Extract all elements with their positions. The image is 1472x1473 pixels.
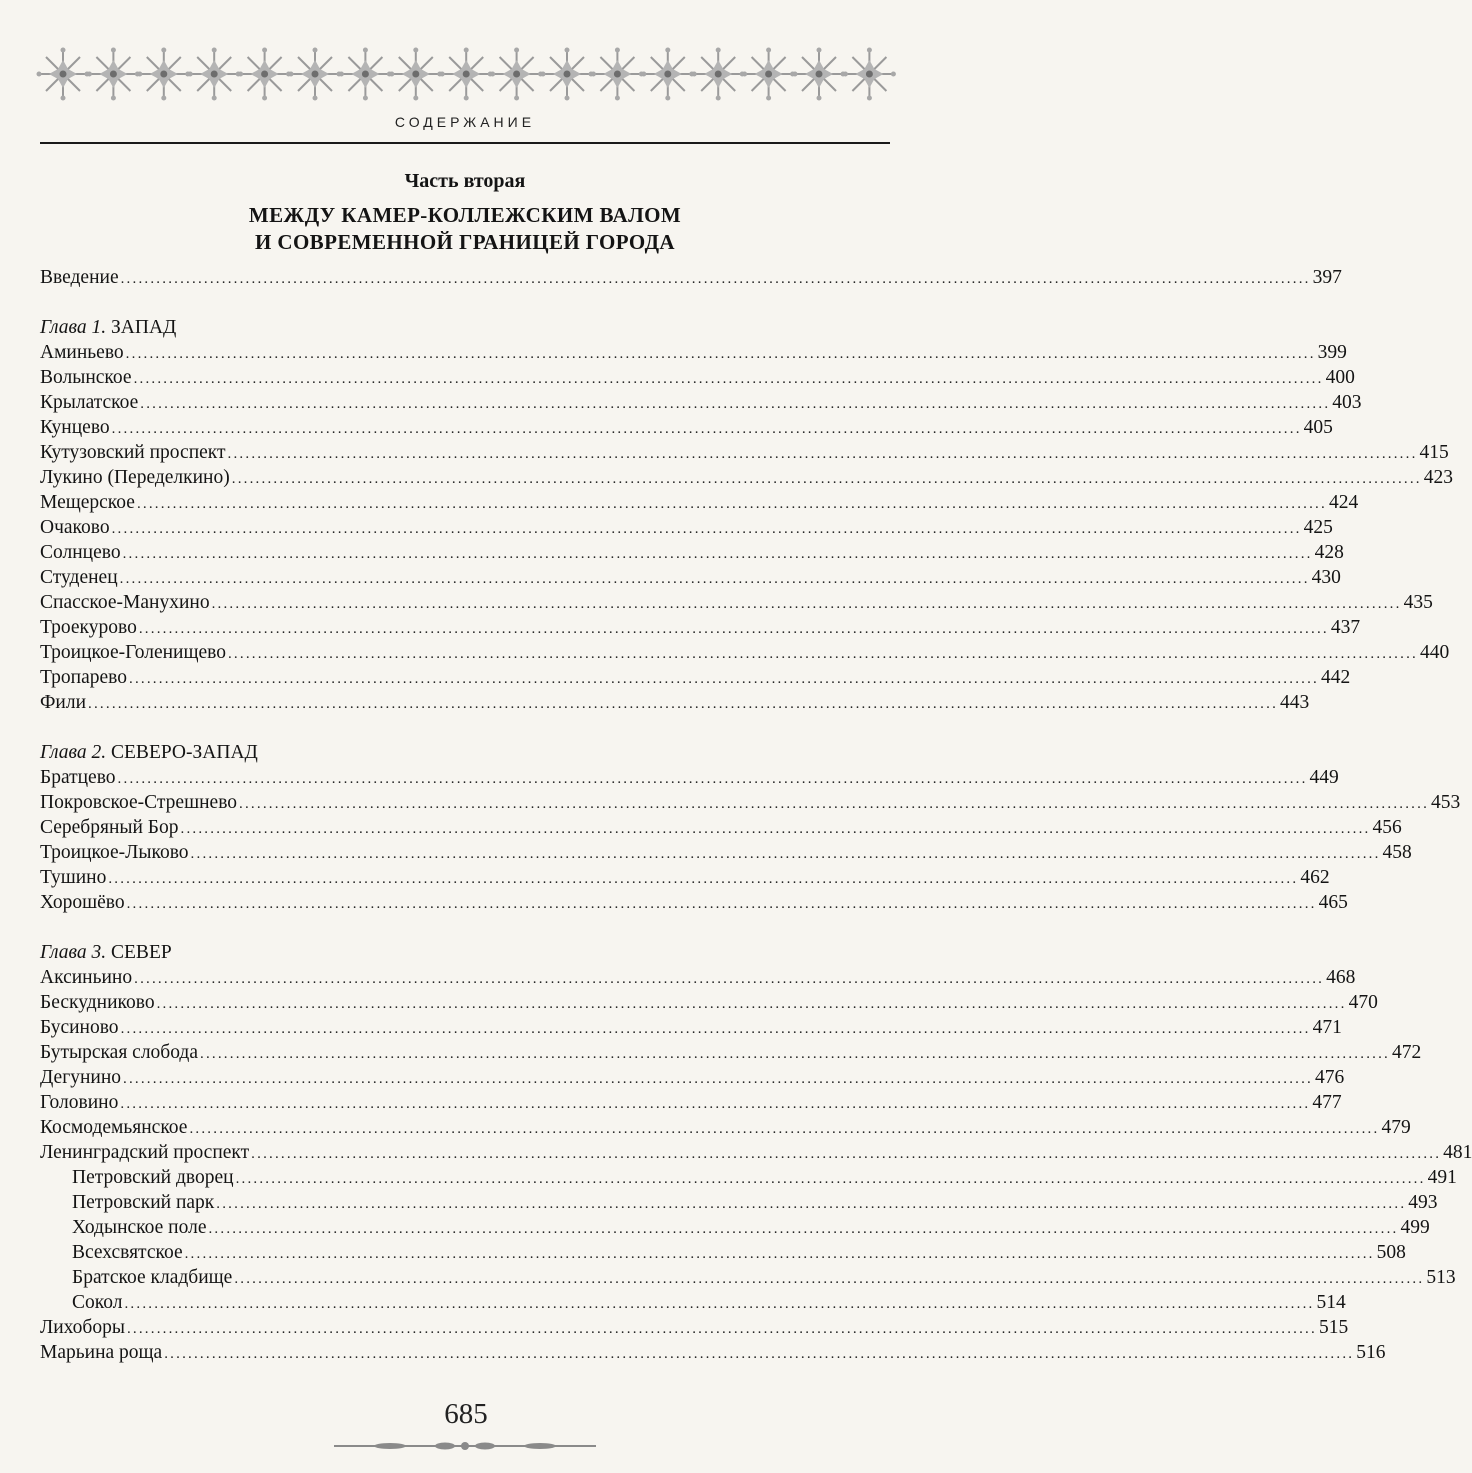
toc-entry-label: Кутузовский проспект bbox=[40, 442, 226, 463]
footer-ornament bbox=[330, 1438, 600, 1454]
spacer bbox=[40, 290, 892, 315]
toc-entry bbox=[40, 690, 1310, 715]
chapter-prefix: Глава 2. bbox=[40, 742, 107, 763]
toc-entry-label: Серебряный Бор bbox=[40, 817, 179, 838]
chapter-heading bbox=[40, 740, 892, 765]
toc-entry bbox=[40, 1090, 1342, 1115]
toc-entry bbox=[40, 890, 1348, 915]
chapter-title: СЕВЕРО-ЗАПАД bbox=[111, 742, 258, 763]
chapter-title: ЗАПАД bbox=[111, 317, 177, 338]
dot-leader: ........................................................................................................................................................................................................ bbox=[126, 1321, 1317, 1337]
spacer bbox=[40, 715, 892, 740]
chapter-heading bbox=[40, 940, 892, 965]
toc-entry-page: 462 bbox=[1300, 867, 1330, 888]
toc-entry bbox=[40, 790, 1461, 815]
toc-entry bbox=[40, 1265, 1456, 1290]
dot-leader: ........................................................................................................................................................................................................ bbox=[189, 1121, 1380, 1137]
toc-entry-label: Бутырская слобода bbox=[40, 1042, 198, 1063]
dot-leader: ........................................................................................................................................................................................................ bbox=[133, 371, 1324, 387]
dot-leader: ........................................................................................................................................................................................................ bbox=[120, 271, 1311, 287]
dot-leader: ........................................................................................................................................................................................................ bbox=[119, 571, 1310, 587]
dot-leader: ........................................................................................................................................................................................................ bbox=[251, 1146, 1442, 1162]
toc-entry-label: Всехсвятское bbox=[72, 1242, 183, 1263]
toc-entry-label: Солнцево bbox=[40, 542, 121, 563]
dot-leader: ........................................................................................................................................................................................................ bbox=[216, 1196, 1407, 1212]
chapter-heading bbox=[40, 315, 892, 340]
dot-leader: ........................................................................................................................................................................................................ bbox=[108, 871, 1299, 887]
dot-leader: ........................................................................................................................................................................................................ bbox=[180, 821, 1371, 837]
toc-entry-page: 397 bbox=[1312, 267, 1342, 288]
toc-entry-page: 491 bbox=[1427, 1167, 1457, 1188]
spacer bbox=[40, 915, 892, 940]
toc-entry-label: Лукино (Переделкино) bbox=[40, 467, 230, 488]
chapter-title: СЕВЕР bbox=[111, 942, 172, 963]
toc-entry-page: 437 bbox=[1330, 617, 1361, 638]
page-number: 685 bbox=[444, 1398, 488, 1430]
toc-entry-page: 516 bbox=[1356, 1342, 1386, 1363]
toc-entry bbox=[40, 1015, 1342, 1040]
toc-entry bbox=[40, 865, 1330, 890]
dot-leader: ........................................................................................................................................................................................................ bbox=[88, 696, 1279, 712]
section-title-line-2: И СОВРЕМЕННОЙ ГРАНИЦЕЙ ГОРОДА bbox=[255, 230, 675, 254]
toc-entry bbox=[40, 1140, 1472, 1165]
dot-leader: ........................................................................................................................................................................................................ bbox=[231, 471, 1422, 487]
toc-entry bbox=[40, 665, 1351, 690]
toc-entry-page: 423 bbox=[1423, 467, 1453, 488]
toc-entry-page: 405 bbox=[1303, 417, 1333, 438]
dot-leader: ........................................................................................................................................................................................................ bbox=[129, 671, 1319, 687]
dot-leader: ........................................................................................................................................................................................................ bbox=[111, 421, 1302, 437]
part-title: Часть вторая bbox=[404, 170, 526, 192]
toc-entry-page: 399 bbox=[1317, 342, 1347, 363]
toc-entry-label: Введение bbox=[40, 267, 119, 288]
toc-entry bbox=[40, 1190, 1438, 1215]
toc-entry bbox=[40, 490, 1359, 515]
toc-entry-label: Бескудниково bbox=[40, 992, 155, 1013]
toc-entry-page: 465 bbox=[1318, 892, 1348, 913]
toc-entry-label: Тропарево bbox=[40, 667, 127, 688]
toc-entry-page: 435 bbox=[1403, 592, 1433, 613]
dot-leader: ........................................................................................................................................................................................................ bbox=[227, 446, 1418, 462]
dot-leader: ........................................................................................................................................................................................................ bbox=[124, 1296, 1315, 1312]
toc-entry-page: 477 bbox=[1312, 1092, 1342, 1113]
toc-entry-page: 470 bbox=[1348, 992, 1378, 1013]
dot-leader: ........................................................................................................................................................................................................ bbox=[190, 846, 1381, 862]
toc-entry-label: Дегунино bbox=[40, 1067, 121, 1088]
toc-entry-label: Троекурово bbox=[40, 617, 137, 638]
toc-entry-page: 449 bbox=[1309, 767, 1339, 788]
toc-entry bbox=[40, 415, 1333, 440]
toc-entry bbox=[40, 365, 1355, 390]
toc-entry-label: Спасское-Манухино bbox=[40, 592, 210, 613]
toc-entry-page: 424 bbox=[1328, 492, 1359, 513]
toc-entry-page: 499 bbox=[1400, 1217, 1430, 1238]
toc-entry bbox=[40, 1165, 1457, 1190]
toc-entry bbox=[40, 1115, 1411, 1140]
toc-entry-label: Хорошёво bbox=[40, 892, 125, 913]
toc-entry bbox=[40, 1340, 1386, 1365]
toc-entry bbox=[40, 1240, 1406, 1265]
toc-entry bbox=[40, 590, 1433, 615]
toc-entry-label: Мещерское bbox=[40, 492, 135, 513]
toc-entry-label: Волынское bbox=[40, 367, 132, 388]
toc-entry bbox=[40, 465, 1453, 490]
toc-entry-label: Бусиново bbox=[40, 1017, 119, 1038]
toc-entry-page: 458 bbox=[1382, 842, 1412, 863]
dot-leader: ........................................................................................................................................................................................................ bbox=[235, 1171, 1426, 1187]
dot-leader: ........................................................................................................................................................................................................ bbox=[134, 971, 1325, 987]
toc-entry-label: Ленинградский проспект bbox=[40, 1142, 250, 1163]
toc-entry-page: 493 bbox=[1408, 1192, 1438, 1213]
toc-entry bbox=[40, 565, 1341, 590]
toc-entry-label: Аминьево bbox=[40, 342, 124, 363]
toc-entry bbox=[40, 1215, 1430, 1240]
toc-entry-label: Петровский дворец bbox=[72, 1167, 234, 1188]
toc-entry-page: 453 bbox=[1431, 792, 1461, 813]
toc-entry-page: 471 bbox=[1312, 1017, 1342, 1038]
toc-entry-page: 430 bbox=[1311, 567, 1341, 588]
toc-entry-label: Петровский парк bbox=[72, 1192, 215, 1213]
dot-leader: ........................................................................................................................................................................................................ bbox=[208, 1221, 1399, 1237]
toc-entry-label: Сокол bbox=[72, 1292, 123, 1313]
toc-entry-page: 479 bbox=[1381, 1117, 1411, 1138]
dot-leader: ........................................................................................................................................................................................................ bbox=[120, 1021, 1311, 1037]
decorative-ornament-band bbox=[38, 38, 894, 110]
toc-entry-label: Братцево bbox=[40, 767, 116, 788]
toc-entry-page: 513 bbox=[1426, 1267, 1456, 1288]
toc-entry-page: 440 bbox=[1419, 642, 1450, 663]
toc-entry-page: 468 bbox=[1326, 967, 1356, 988]
toc-entry bbox=[40, 1315, 1349, 1340]
toc-entry-intro bbox=[40, 265, 1342, 290]
dot-leader: ........................................................................................................................................................................................................ bbox=[239, 796, 1430, 812]
toc-entry bbox=[40, 340, 1347, 365]
toc-entry bbox=[40, 815, 1402, 840]
toc-entry bbox=[40, 440, 1449, 465]
toc-entry-label: Очаково bbox=[40, 517, 110, 538]
toc-entry-label: Троицкое-Лыково bbox=[40, 842, 189, 863]
dot-leader: ........................................................................................................................................................................................................ bbox=[156, 996, 1347, 1012]
toc-entry-page: 415 bbox=[1419, 442, 1449, 463]
toc-entry-page: 425 bbox=[1303, 517, 1333, 538]
toc-entry-label: Лихоборы bbox=[40, 1317, 125, 1338]
toc-entry-page: 515 bbox=[1318, 1317, 1349, 1338]
table-of-contents bbox=[40, 265, 1472, 1365]
toc-entry-page: 442 bbox=[1321, 667, 1351, 688]
dot-leader: ........................................................................................................................................................................................................ bbox=[125, 346, 1316, 362]
section-title bbox=[40, 202, 890, 256]
toc-entry-label: Кунцево bbox=[40, 417, 110, 438]
dot-leader: ........................................................................................................................................................................................................ bbox=[136, 496, 1327, 512]
dot-leader: ........................................................................................................................................................................................................ bbox=[140, 396, 1331, 412]
toc-entry-label: Братское кладбище bbox=[72, 1267, 233, 1288]
toc-entry-label: Тушино bbox=[40, 867, 107, 888]
toc-entry bbox=[40, 990, 1378, 1015]
toc-entry-label: Троицкое-Голенищево bbox=[40, 642, 226, 663]
toc-entry bbox=[40, 540, 1344, 565]
dot-leader: ........................................................................................................................................................................................................ bbox=[120, 1096, 1311, 1112]
toc-entry-label: Фили bbox=[40, 692, 87, 713]
toc-entry-label: Головино bbox=[40, 1092, 119, 1113]
toc-entry bbox=[40, 765, 1339, 790]
toc-entry bbox=[40, 640, 1450, 665]
toc-entry-label: Космодемьянское bbox=[40, 1117, 188, 1138]
toc-entry-page: 443 bbox=[1280, 692, 1310, 713]
dot-leader: ........................................................................................................................................................................................................ bbox=[211, 596, 1402, 612]
toc-entry bbox=[40, 515, 1333, 540]
chapter-prefix: Глава 3. bbox=[40, 942, 107, 963]
section-title-line-1: МЕЖДУ КАМЕР-КОЛЛЕЖСКИМ ВАЛОМ bbox=[248, 203, 682, 227]
toc-entry-label: Крылатское bbox=[40, 392, 139, 413]
toc-entry-page: 472 bbox=[1392, 1042, 1422, 1063]
toc-entry bbox=[40, 840, 1412, 865]
toc-entry bbox=[40, 965, 1356, 990]
toc-entry-page: 514 bbox=[1316, 1292, 1346, 1313]
toc-entry-label: Студенец bbox=[40, 567, 118, 588]
dot-leader: ........................................................................................................................................................................................................ bbox=[111, 521, 1302, 537]
dot-leader: ........................................................................................................................................................................................................ bbox=[234, 1271, 1425, 1287]
toc-entry bbox=[40, 390, 1362, 415]
toc-entry-label: Аксиньино bbox=[40, 967, 133, 988]
toc-entry-page: 403 bbox=[1332, 392, 1362, 413]
dot-leader: ........................................................................................................................................................................................................ bbox=[164, 1346, 1355, 1362]
dot-leader: ........................................................................................................................................................................................................ bbox=[184, 1246, 1375, 1262]
toc-entry bbox=[40, 1290, 1346, 1315]
dot-leader: ........................................................................................................................................................................................................ bbox=[227, 646, 1418, 662]
toc-entry-page: 428 bbox=[1314, 542, 1344, 563]
dot-leader: ........................................................................................................................................................................................................ bbox=[126, 896, 1317, 912]
dot-leader: ........................................................................................................................................................................................................ bbox=[123, 1071, 1313, 1087]
dot-leader: ........................................................................................................................................................................................................ bbox=[117, 771, 1308, 787]
toc-entry-label: Покровское-Стрешнево bbox=[40, 792, 238, 813]
toc-entry-page: 508 bbox=[1376, 1242, 1406, 1263]
toc-entry-label: Ходынское поле bbox=[72, 1217, 207, 1238]
toc-entry bbox=[40, 615, 1361, 640]
toc-entry-page: 481 bbox=[1443, 1142, 1472, 1163]
dot-leader: ........................................................................................................................................................................................................ bbox=[200, 1046, 1390, 1062]
header-rule bbox=[40, 142, 890, 144]
dot-leader: ........................................................................................................................................................................................................ bbox=[138, 621, 1329, 637]
toc-entry-label: Марьина роща bbox=[40, 1342, 163, 1363]
dot-leader: ........................................................................................................................................................................................................ bbox=[122, 546, 1313, 562]
toc-entry bbox=[40, 1065, 1345, 1090]
running-head: СОДЕРЖАНИЕ bbox=[394, 114, 536, 130]
toc-entry-page: 456 bbox=[1372, 817, 1402, 838]
chapter-prefix: Глава 1. bbox=[40, 317, 107, 338]
toc-entry-page: 476 bbox=[1315, 1067, 1345, 1088]
toc-entry-page: 400 bbox=[1325, 367, 1355, 388]
toc-entry bbox=[40, 1040, 1422, 1065]
